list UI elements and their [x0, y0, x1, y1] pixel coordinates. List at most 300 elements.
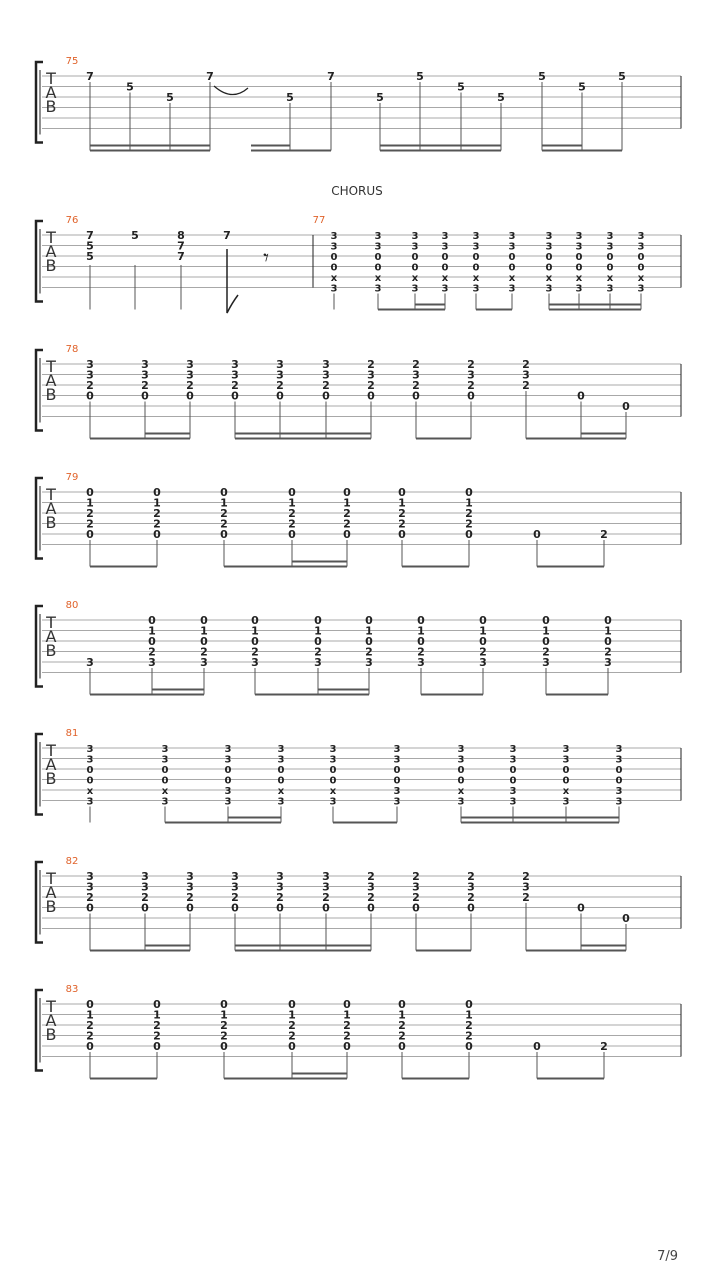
fret-number: 0 [622, 400, 630, 413]
fret-number: 2 [86, 517, 94, 531]
fret-number: 3 [457, 744, 465, 755]
fret-number: 3 [606, 241, 614, 253]
fret-number: 2 [467, 358, 475, 371]
fret-number: 5 [131, 229, 139, 242]
fret-number: 3 [277, 744, 285, 755]
fret-number: 2 [522, 891, 530, 904]
fret-number: 2 [522, 358, 530, 371]
fret-number: 0 [411, 252, 419, 263]
fret-number: 3 [86, 870, 94, 883]
fret-number: 2 [398, 507, 406, 520]
fret-number: 3 [457, 796, 465, 808]
fret-number: 0 [575, 262, 583, 274]
fret-number: 3 [545, 283, 553, 295]
tab-clef-letter: A [45, 627, 57, 646]
fret-number: 3 [329, 796, 337, 808]
fret-number: 2 [220, 1029, 228, 1043]
fret-number: 0 [322, 901, 330, 915]
fret-number: 0 [367, 901, 375, 915]
fret-number: 0 [251, 614, 259, 627]
fret-number: 0 [441, 262, 449, 274]
fret-number: 2 [398, 1019, 406, 1032]
fret-number: 3 [141, 368, 149, 382]
fret-number: 3 [393, 744, 401, 755]
fret-number: 0 [562, 775, 570, 787]
fret-number: 3 [509, 796, 517, 808]
fret-number: 3 [509, 754, 517, 766]
fret-number: x [86, 786, 94, 797]
fret-number: 3 [508, 283, 516, 295]
fret-number: 5 [457, 80, 465, 94]
tab-clef-letter: B [45, 897, 57, 916]
fret-number: 0 [224, 775, 232, 787]
fret-number: 2 [412, 870, 420, 883]
fret-number: 3 [276, 358, 284, 371]
fret-number: 5 [497, 91, 505, 104]
fret-number: 2 [322, 379, 330, 392]
tab-clef-letter: T [46, 869, 56, 888]
fret-number: 0 [86, 389, 94, 403]
fret-number: 3 [276, 368, 284, 382]
fret-number: 0 [314, 614, 322, 627]
measure-number: 75 [65, 56, 79, 67]
fret-number: 0 [545, 262, 553, 274]
fret-number: 3 [365, 656, 373, 669]
fret-number: x [606, 273, 614, 284]
fret-number: 3 [417, 656, 425, 669]
fret-number: 3 [508, 241, 516, 253]
fret-number: 0 [533, 528, 541, 541]
fret-number: 3 [472, 283, 480, 295]
fret-number: 7 [206, 70, 214, 83]
fret-number: 2 [314, 645, 322, 659]
chorus-section-label: CHORUS [331, 184, 383, 198]
fret-number: 0 [509, 775, 517, 787]
fret-number: 3 [606, 283, 614, 295]
fret-number: 2 [231, 379, 239, 392]
fret-number: 2 [288, 517, 296, 531]
fret-number: 2 [365, 645, 373, 659]
fret-number: 0 [622, 912, 630, 925]
fret-number: 3 [374, 241, 382, 253]
tab-staff-system [36, 62, 681, 143]
fret-number: 2 [417, 645, 425, 659]
fret-number: 5 [376, 91, 384, 104]
fret-number: 3 [472, 241, 480, 253]
fret-number: 7 [223, 229, 231, 242]
fret-number: 0 [472, 262, 480, 274]
fret-number: 3 [86, 358, 94, 371]
fret-number: 0 [467, 389, 475, 403]
fret-number: 3 [322, 368, 330, 382]
fret-number: 0 [412, 901, 420, 915]
fret-number: 0 [220, 998, 228, 1011]
fret-number: 1 [343, 496, 351, 510]
fret-number: 3 [86, 796, 94, 808]
fret-number: 1 [314, 624, 322, 638]
fret-number: 5 [416, 70, 424, 83]
fret-number: 0 [545, 252, 553, 263]
fret-number: 3 [224, 754, 232, 766]
fret-number: 0 [220, 528, 228, 541]
fret-number: 0 [277, 765, 285, 776]
fret-number: 0 [604, 614, 612, 627]
tab-clef-letter: T [46, 69, 56, 88]
fret-number: 2 [153, 507, 161, 520]
fret-number: 8 [177, 229, 185, 242]
fret-number: 2 [343, 507, 351, 520]
tab-clef-letter: B [45, 513, 57, 532]
measure-number: 81 [65, 728, 79, 739]
fret-number: 3 [562, 754, 570, 766]
fret-number: 0 [374, 252, 382, 263]
fret-number: 1 [398, 1008, 406, 1022]
fret-number: 3 [374, 283, 382, 295]
fret-number: 3 [329, 754, 337, 766]
fret-number: 3 [276, 880, 284, 894]
fret-number: 1 [365, 624, 373, 638]
fret-number: 2 [542, 645, 550, 659]
fret-number: 3 [467, 880, 475, 894]
fret-number: 0 [393, 765, 401, 776]
fret-number: 0 [562, 765, 570, 776]
fret-number: 2 [86, 1029, 94, 1043]
fret-number: 0 [277, 775, 285, 787]
tab-clef-letter: T [46, 613, 56, 632]
fret-number: 0 [604, 635, 612, 648]
fret-number: 0 [153, 1040, 161, 1053]
fret-number: 3 [411, 283, 419, 295]
fret-number: 1 [288, 496, 296, 510]
fret-number: 2 [231, 891, 239, 904]
fret-number: 3 [457, 754, 465, 766]
fret-number: x [277, 786, 285, 797]
fret-number: 0 [637, 262, 645, 274]
tab-clef-letter: A [45, 499, 57, 518]
fret-number: 2 [220, 517, 228, 531]
fret-number: 2 [343, 1029, 351, 1043]
fret-number: 0 [398, 486, 406, 499]
tie-arc [214, 86, 248, 95]
fret-number: 7 [86, 229, 94, 242]
tab-clef-letter: T [46, 741, 56, 760]
fret-number: 3 [509, 786, 517, 797]
fret-number: 0 [606, 252, 614, 263]
fret-number: 2 [412, 379, 420, 392]
fret-number: 2 [343, 1019, 351, 1032]
tab-clef-letter: B [45, 1025, 57, 1044]
measure-number: 80 [65, 600, 79, 611]
fret-number: 2 [86, 891, 94, 904]
fret-number: 7 [327, 70, 335, 83]
tab-clef-letter: A [45, 755, 57, 774]
fret-number: 0 [398, 1040, 406, 1053]
fret-number: 0 [251, 635, 259, 648]
fret-number: 2 [522, 379, 530, 392]
fret-number: 5 [86, 250, 94, 263]
fret-number: 3 [522, 880, 530, 894]
fret-number: 0 [606, 262, 614, 274]
fret-number: x [575, 273, 583, 284]
fret-number: 3 [367, 880, 375, 894]
fret-number: 3 [562, 796, 570, 808]
fret-number: 1 [220, 496, 228, 510]
fret-number: 3 [231, 358, 239, 371]
fret-number: 2 [276, 891, 284, 904]
fret-number: 3 [479, 656, 487, 669]
tab-staff-system [36, 478, 681, 559]
fret-number: 0 [153, 528, 161, 541]
fret-number: 0 [457, 765, 465, 776]
fret-number: 0 [86, 901, 94, 915]
fret-number: 0 [288, 1040, 296, 1053]
fret-number: 2 [251, 645, 259, 659]
fret-number: 2 [322, 891, 330, 904]
fret-number: 3 [186, 880, 194, 894]
fret-number: 2 [465, 517, 473, 531]
tab-clef-letter: B [45, 641, 57, 660]
fret-number: 0 [153, 998, 161, 1011]
measure-number: 78 [65, 344, 79, 355]
fret-number: 1 [200, 624, 208, 638]
fret-number: 2 [367, 870, 375, 883]
fret-number: 2 [86, 507, 94, 520]
fret-number: 3 [637, 283, 645, 295]
fret-number: 0 [509, 765, 517, 776]
fret-number: 0 [343, 486, 351, 499]
fret-number: 3 [329, 744, 337, 755]
fret-number: 3 [330, 283, 338, 295]
fret-number: 3 [161, 754, 169, 766]
fret-number: 3 [615, 744, 623, 755]
tab-clef-letter: B [45, 385, 57, 404]
fret-number: 5 [538, 70, 546, 83]
fret-number: 2 [467, 379, 475, 392]
tab-staff-system [36, 606, 681, 687]
fret-number: 3 [322, 880, 330, 894]
fret-number: 2 [141, 379, 149, 392]
fret-number: 0 [186, 389, 194, 403]
fret-number: 0 [508, 262, 516, 274]
fret-number: 0 [575, 252, 583, 263]
fret-number: 3 [575, 283, 583, 295]
fret-number: 0 [417, 614, 425, 627]
fret-number: 0 [393, 775, 401, 787]
fret-number: 0 [86, 775, 94, 787]
fret-number: 3 [615, 754, 623, 766]
tab-clef-letter: A [45, 242, 57, 261]
fret-number: 0 [288, 998, 296, 1011]
fret-number: 3 [545, 241, 553, 253]
fret-number: 2 [276, 379, 284, 392]
fret-number: 3 [186, 368, 194, 382]
fret-number: 3 [412, 368, 420, 382]
fret-number: 0 [186, 901, 194, 915]
fret-number: 3 [322, 358, 330, 371]
fret-number: 0 [577, 901, 585, 915]
fret-number: x [374, 273, 382, 284]
fret-number: 0 [224, 765, 232, 776]
fret-number: x [330, 273, 338, 284]
fret-number: 3 [86, 368, 94, 382]
fret-number: 2 [288, 1019, 296, 1032]
fret-number: 2 [398, 517, 406, 531]
fret-number: 0 [220, 486, 228, 499]
fret-number: 0 [86, 1040, 94, 1053]
measure-number: 76 [65, 215, 79, 226]
fret-number: 2 [141, 891, 149, 904]
fret-number: 3 [231, 870, 239, 883]
fret-number: 0 [441, 252, 449, 263]
fret-number: 0 [86, 998, 94, 1011]
fret-number: 0 [457, 775, 465, 787]
fret-number: x [441, 273, 449, 284]
fret-number: 0 [615, 775, 623, 787]
fret-number: 0 [465, 1040, 473, 1053]
fret-number: 3 [441, 283, 449, 295]
fret-number: 3 [374, 231, 382, 242]
fret-number: 0 [231, 901, 239, 915]
fret-number: 3 [86, 754, 94, 766]
measure-number: 77 [312, 215, 326, 226]
fret-number: 0 [374, 262, 382, 274]
fret-number: 0 [365, 635, 373, 648]
fret-number: 3 [472, 231, 480, 242]
fret-number: 0 [141, 901, 149, 915]
fret-number: 0 [411, 262, 419, 274]
tab-clef-letter: T [46, 485, 56, 504]
fret-number: 1 [604, 624, 612, 638]
fret-number: 3 [224, 786, 232, 797]
fret-number: 2 [367, 891, 375, 904]
fret-number: 3 [615, 796, 623, 808]
tab-clef-letter: T [46, 357, 56, 376]
fret-number: 3 [467, 368, 475, 382]
fret-number: 3 [367, 368, 375, 382]
fret-number: 3 [86, 744, 94, 755]
tab-clef-letter: T [46, 997, 56, 1016]
fret-number: 0 [417, 635, 425, 648]
fret-number: 0 [288, 528, 296, 541]
fret-number: 3 [276, 870, 284, 883]
tab-clef-letter: A [45, 371, 57, 390]
fret-number: 2 [465, 1019, 473, 1032]
fret-number: 2 [288, 1029, 296, 1043]
fret-number: 0 [220, 1040, 228, 1053]
fret-number: 0 [542, 635, 550, 648]
fret-number: 1 [220, 1008, 228, 1022]
fret-number: 3 [186, 870, 194, 883]
fret-number: 0 [465, 486, 473, 499]
fret-number: 2 [153, 1019, 161, 1032]
eighth-rest: 𝄾 [263, 246, 269, 271]
fret-number: 3 [412, 880, 420, 894]
fret-number: 0 [467, 901, 475, 915]
fret-number: 2 [343, 517, 351, 531]
fret-number: 3 [545, 231, 553, 242]
tab-staff-system [36, 734, 681, 815]
fret-number: 0 [86, 486, 94, 499]
tab-clef-letter: T [46, 228, 56, 247]
fret-number: 3 [411, 241, 419, 253]
fret-number: 0 [365, 614, 373, 627]
fret-number: 3 [224, 796, 232, 808]
fret-number: x [562, 786, 570, 797]
fret-number: 0 [322, 389, 330, 403]
fret-number: 7 [177, 250, 185, 263]
fret-number: 3 [441, 241, 449, 253]
fret-number: 0 [86, 528, 94, 541]
fret-number: 0 [330, 252, 338, 263]
fret-number: 0 [412, 389, 420, 403]
fret-number: 2 [600, 1040, 608, 1053]
fret-number: 1 [86, 496, 94, 510]
fret-number: 3 [231, 368, 239, 382]
fret-number: 5 [286, 91, 294, 104]
fret-number: 3 [441, 231, 449, 242]
fret-number: 3 [575, 231, 583, 242]
fret-number: 0 [276, 389, 284, 403]
fret-number: 0 [577, 389, 585, 403]
fret-number: 3 [393, 786, 401, 797]
fret-number: 3 [161, 796, 169, 808]
fret-number: 0 [637, 252, 645, 263]
fret-number: 2 [186, 891, 194, 904]
fret-number: 0 [148, 614, 156, 627]
tab-clef-letter: B [45, 769, 57, 788]
fret-number: 2 [148, 645, 156, 659]
fret-number: 0 [314, 635, 322, 648]
page-number: 7/9 [657, 1249, 678, 1264]
fret-number: 5 [126, 80, 134, 94]
fret-number: 3 [277, 796, 285, 808]
fret-number: 1 [479, 624, 487, 638]
fret-number: 3 [604, 656, 612, 669]
fret-number: 3 [322, 870, 330, 883]
fret-number: 3 [161, 744, 169, 755]
fret-number: 2 [86, 1019, 94, 1032]
fret-number: 1 [251, 624, 259, 638]
fret-number: 0 [161, 775, 169, 787]
fret-number: 1 [153, 1008, 161, 1022]
fret-number: 0 [330, 262, 338, 274]
fret-number: 3 [508, 231, 516, 242]
fret-number: 0 [231, 389, 239, 403]
fret-number: 1 [465, 496, 473, 510]
fret-number: 0 [161, 765, 169, 776]
fret-number: 0 [329, 765, 337, 776]
fret-number: 5 [86, 239, 94, 253]
tab-clef-letter: B [45, 97, 57, 116]
measure-number: 82 [65, 856, 79, 867]
fret-number: 0 [367, 389, 375, 403]
fret-number: 0 [329, 775, 337, 787]
fret-number: 3 [411, 231, 419, 242]
fret-number: 1 [148, 624, 156, 638]
fret-number: 3 [148, 656, 156, 669]
fret-number: 2 [186, 379, 194, 392]
fret-number: 5 [578, 80, 586, 94]
fret-number: 0 [343, 528, 351, 541]
tab-clef-letter: B [45, 256, 57, 275]
fret-number: 2 [604, 645, 612, 659]
fret-number: x [161, 786, 169, 797]
fret-number: 2 [479, 645, 487, 659]
fret-number: 0 [465, 528, 473, 541]
measure-number: 83 [65, 984, 79, 995]
fret-number: 2 [467, 870, 475, 883]
flagged-stem [227, 249, 238, 313]
